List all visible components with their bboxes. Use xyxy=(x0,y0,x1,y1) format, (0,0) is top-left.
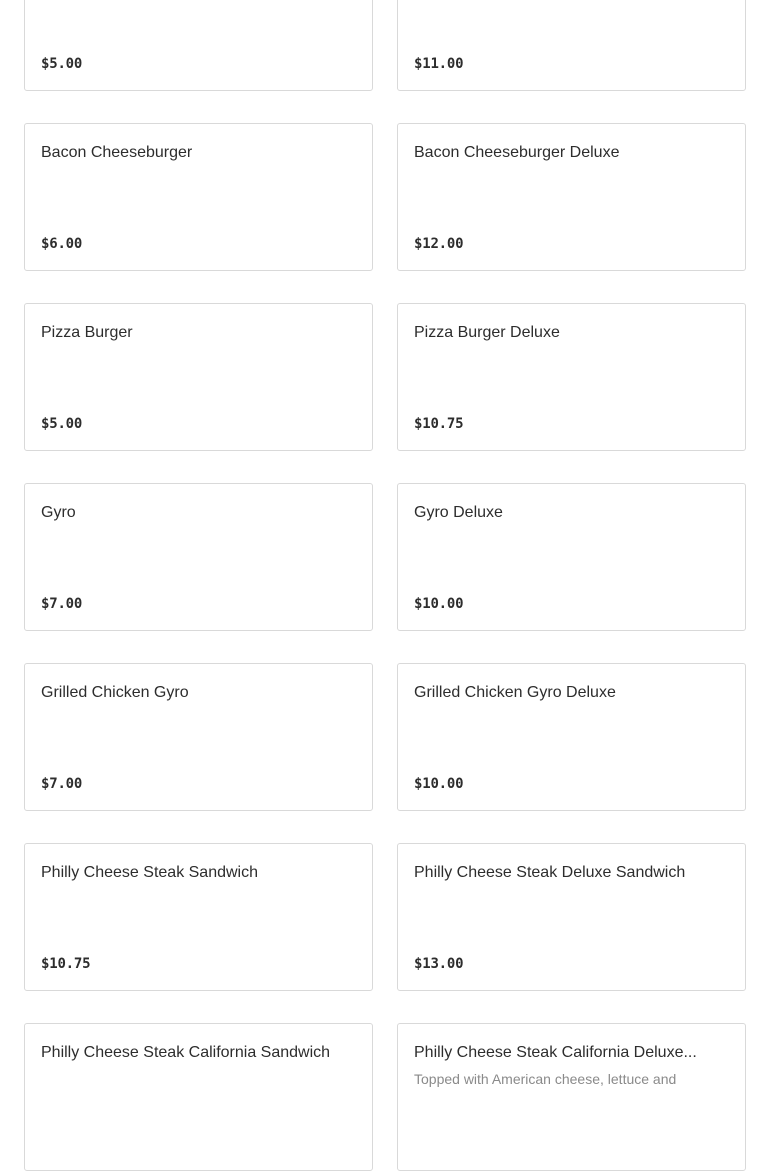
menu-item-name: Bacon Cheeseburger xyxy=(41,144,193,161)
menu-item-price: $6.00 xyxy=(41,236,83,252)
menu-grid xyxy=(24,0,746,1171)
menu-item-price: $11.00 xyxy=(414,56,464,72)
menu-item-card[interactable] xyxy=(397,123,746,271)
menu-item-price: $7.00 xyxy=(41,776,83,792)
menu-item-card[interactable] xyxy=(24,1023,373,1171)
menu-item-price: $5.00 xyxy=(41,416,83,432)
menu-item-card[interactable] xyxy=(397,303,746,451)
menu-item-price: $12.00 xyxy=(414,236,464,252)
menu-item-card[interactable] xyxy=(397,663,746,811)
menu-item-name: Gyro xyxy=(41,504,76,521)
menu-item-card[interactable] xyxy=(24,0,373,91)
menu-item-price: $13.00 xyxy=(414,956,464,972)
menu-item-name: Grilled Chicken Gyro xyxy=(41,684,189,701)
menu-item-name: Pizza Burger Deluxe xyxy=(414,324,560,341)
menu-item-card[interactable] xyxy=(24,303,373,451)
menu-item-card[interactable] xyxy=(24,843,373,991)
menu-item-card[interactable] xyxy=(24,483,373,631)
menu-item-name: Philly Cheese Steak Sandwich xyxy=(41,864,259,881)
menu-item-price: $10.00 xyxy=(414,596,464,612)
menu-item-card[interactable] xyxy=(24,663,373,811)
menu-item-price: $7.00 xyxy=(41,596,83,612)
menu-item-name: Gyro Deluxe xyxy=(414,504,503,521)
menu-item-price: $10.75 xyxy=(41,956,91,972)
menu-item-description: Topped with American cheese, lettuce and xyxy=(414,1071,677,1087)
menu-item-card[interactable] xyxy=(397,1023,746,1171)
menu-item-name: Philly Cheese Steak California Sandwich xyxy=(41,1044,331,1061)
menu-item-price: $10.75 xyxy=(414,416,464,432)
menu-item-card[interactable] xyxy=(397,843,746,991)
menu-item-card[interactable] xyxy=(24,123,373,271)
menu-item-name: Bacon Cheeseburger Deluxe xyxy=(414,144,620,161)
menu-item-card[interactable] xyxy=(397,0,746,91)
menu-item-name: Pizza Burger xyxy=(41,324,133,341)
menu-item-name: Grilled Chicken Gyro Deluxe xyxy=(414,684,616,701)
menu-item-price: $10.00 xyxy=(414,776,464,792)
menu-item-price: $5.00 xyxy=(41,56,83,72)
menu-item-card[interactable] xyxy=(397,483,746,631)
menu-item-name: Philly Cheese Steak Deluxe Sandwich xyxy=(414,864,686,881)
menu-item-name: Philly Cheese Steak California Deluxe... xyxy=(414,1044,697,1061)
